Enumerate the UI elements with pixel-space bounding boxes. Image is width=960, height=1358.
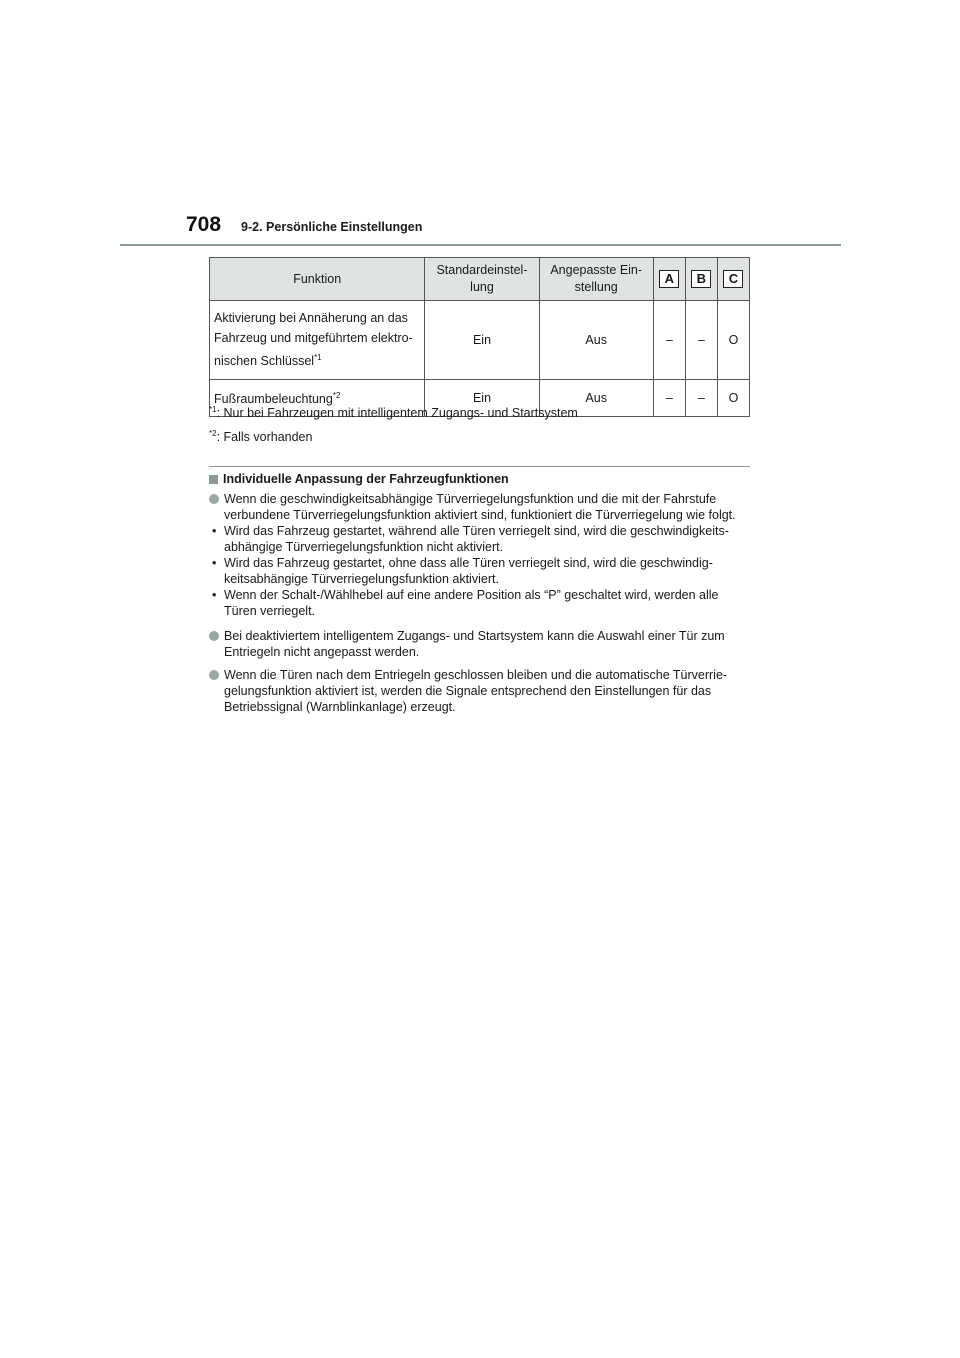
row-c: O bbox=[717, 380, 749, 417]
section-heading: Individuelle Anpassung der Fahrzeugfunktionen bbox=[209, 472, 509, 486]
paragraph-1 bbox=[209, 491, 754, 619]
row-function: Fußraumbeleuchtung$^{*2}$ bbox=[210, 380, 425, 417]
header-function: Funktion bbox=[210, 258, 425, 301]
paragraph-2 bbox=[209, 628, 754, 660]
square-marker-icon bbox=[209, 475, 218, 484]
sub-list bbox=[209, 523, 754, 619]
header-a bbox=[653, 258, 685, 301]
list-item: • Wird das Fahrzeug gestartet, während alle Türen verriegelt sind, wird die geschwindigkeits-abhängige Türverriegelungsfunktion nicht aktiviert. bbox=[212, 524, 729, 554]
row-c: O bbox=[717, 301, 749, 380]
footnote-mark: *1 bbox=[209, 405, 217, 414]
table-header-row bbox=[210, 258, 750, 301]
row-a: – bbox=[653, 380, 685, 417]
circle-bullet-icon bbox=[209, 631, 219, 641]
vehicle-type-c-icon: C bbox=[723, 270, 743, 288]
footnote-mark: *2 bbox=[209, 429, 217, 438]
footnote-2: $^{*2}$: Falls vorhanden bbox=[209, 429, 313, 445]
circle-bullet-icon bbox=[209, 494, 219, 504]
header-custom: Angepasste Ein- stellung bbox=[539, 258, 653, 301]
row-custom: Aus bbox=[539, 380, 653, 417]
footnote-ref: *2 bbox=[332, 391, 341, 401]
header-rule bbox=[120, 244, 841, 246]
paragraph-text: Bei deaktiviertem intelligentem Zugangs- und Startsystem kann die Auswahl einer Tür zum Entriegeln nicht angepasst werden. bbox=[224, 629, 725, 659]
row-b: – bbox=[685, 301, 717, 380]
circle-bullet-icon bbox=[209, 670, 219, 680]
row-standard: Ein bbox=[425, 301, 539, 380]
row-b: – bbox=[685, 380, 717, 417]
row-function: Aktivierung bei Annäherung an das Fahrzeug und mitgeführtem elektro- nischen Schlüssel$^{*1}$ bbox=[210, 301, 425, 380]
paragraph-text: Wenn die geschwindigkeitsabhängige Türverriegelungsfunktion und die mit der Fahrstufe verbundene Türverriegelungsfunktion aktiviert sind, funktioniert die Türverriegelung wie folgt. bbox=[224, 492, 736, 522]
row-custom: Aus bbox=[539, 301, 653, 380]
row-a: – bbox=[653, 301, 685, 380]
footnote-ref: *1 bbox=[314, 353, 322, 363]
row-standard: Ein bbox=[425, 380, 539, 417]
header-b bbox=[685, 258, 717, 301]
footnote-1: $^{*1}$: Nur bei Fahrzeugen mit intelligentem Zugangs- und Startsystem bbox=[209, 405, 578, 421]
page-header bbox=[186, 213, 422, 237]
header-c bbox=[717, 258, 749, 301]
header-standard: Standardeinstel- lung bbox=[425, 258, 539, 301]
table-row bbox=[210, 301, 750, 380]
paragraph-text: Wenn die Türen nach dem Entriegeln geschlossen bleiben und die automatische Türverrie-gelungsfunktion aktiviert ist, werden die Signale entsprechend den Einstellungen für das Betriebssignal (Warnblinkanlage) erzeugt. bbox=[224, 668, 728, 714]
list-item: • Wird das Fahrzeug gestartet, ohne dass alle Türen verriegelt sind, wird die geschwindig-keitsabhängige Türverriegelungsfunktion aktiviert. bbox=[212, 556, 713, 586]
vehicle-type-b-icon: B bbox=[691, 270, 711, 288]
section-rule bbox=[209, 466, 750, 467]
page-number: 708 bbox=[186, 213, 222, 236]
settings-table bbox=[209, 257, 750, 417]
list-item: • Wenn der Schalt-/Wählhebel auf eine andere Position als “P” geschaltet wird, werden alle Türen verriegelt. bbox=[212, 588, 719, 618]
paragraph-3 bbox=[209, 667, 754, 715]
vehicle-type-a-icon: A bbox=[659, 270, 679, 288]
section-title: 9-2. Persönliche Einstellungen bbox=[241, 220, 423, 234]
